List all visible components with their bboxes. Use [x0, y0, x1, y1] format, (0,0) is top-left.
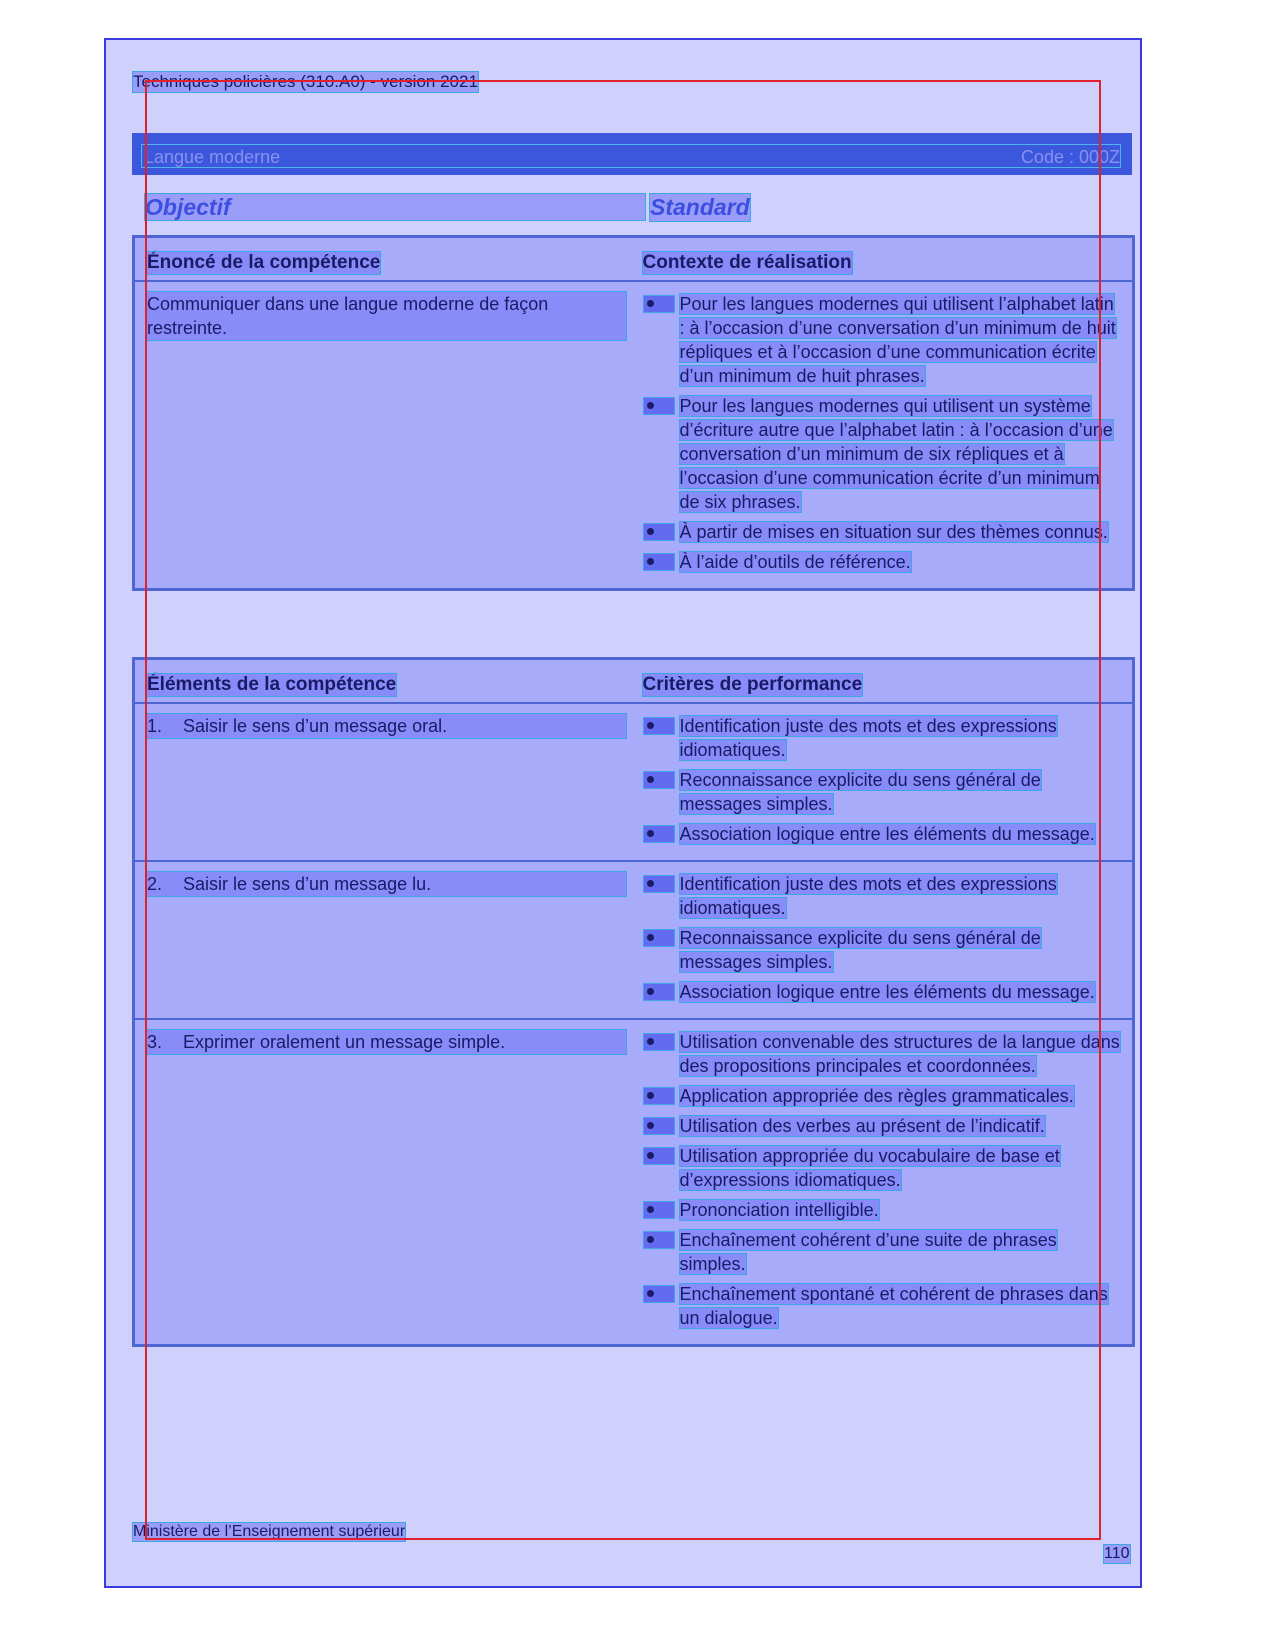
element-item — [147, 1030, 626, 1054]
element-number: 1. — [147, 716, 163, 736]
bullet-text: Identification juste des mots et des expressions idiomatiques. — [679, 716, 1057, 760]
bullet-item — [644, 1084, 1121, 1108]
bullet-item — [644, 1030, 1121, 1078]
bullet-icon — [644, 1232, 674, 1248]
standard-label-box — [650, 194, 750, 221]
element-text: Saisir le sens d’un message lu. — [183, 874, 432, 894]
objectif-label-box — [145, 194, 645, 220]
objectif-label: Objectif — [145, 194, 231, 220]
element-text: Saisir le sens d’un message oral. — [183, 716, 448, 736]
bullet-item — [644, 872, 1121, 920]
bullet-text: À l’aide d’outils de référence. — [679, 552, 911, 572]
bullet-icon — [644, 1202, 674, 1218]
bullet-item — [644, 980, 1121, 1004]
bullet-text: Enchaînement spontané et cohérent de phrases dans un dialogue. — [679, 1284, 1108, 1328]
element-number: 3. — [147, 1032, 163, 1052]
bullet-item — [644, 714, 1121, 762]
bullet-text: Association logique entre les éléments du message. — [679, 982, 1095, 1002]
bullet-icon — [644, 1118, 674, 1134]
standard-label: Standard — [650, 194, 750, 220]
element-row — [134, 861, 1134, 1019]
bullet-icon — [644, 876, 674, 892]
bullet-icon — [644, 1148, 674, 1164]
bullet-icon — [644, 984, 674, 1000]
course-title: Langue moderne — [144, 147, 281, 167]
element-number: 2. — [147, 874, 163, 894]
bullet-item — [644, 768, 1121, 816]
course-title-box — [142, 145, 1120, 167]
criteria-heading: Critères de performance — [642, 674, 863, 695]
bullet-icon — [644, 1286, 674, 1302]
bullet-icon — [644, 826, 674, 842]
bullet-item — [644, 292, 1121, 388]
bullet-item — [644, 1228, 1121, 1276]
criteria-list — [644, 714, 1121, 846]
course-code: Code : 000Z — [1020, 147, 1120, 167]
context-heading: Contexte de réalisation — [642, 252, 852, 273]
bullet-icon — [644, 554, 674, 570]
criteria-list — [644, 1030, 1121, 1330]
bullet-icon — [644, 772, 674, 788]
course-title-bar — [132, 133, 1132, 175]
bullet-text: Association logique entre les éléments du message. — [679, 824, 1095, 844]
bullet-text: Identification juste des mots et des expressions idiomatiques. — [679, 874, 1057, 918]
bullet-text: Utilisation convenable des structures de la langue dans des propositions principales et coordonnées. — [679, 1032, 1120, 1076]
bullet-text: Utilisation appropriée du vocabulaire de base et d’expressions idiomatiques. — [679, 1146, 1060, 1190]
elements-table — [132, 657, 1135, 1347]
competence-heading: Énoncé de la compétence — [147, 252, 381, 273]
bullet-text: Reconnaissance explicite du sens général de messages simples. — [679, 770, 1041, 814]
element-row — [134, 703, 1134, 861]
bullet-icon — [644, 1088, 674, 1104]
bullet-icon — [644, 524, 674, 540]
element-item — [147, 872, 626, 896]
bullet-item — [644, 394, 1121, 514]
bullet-icon — [644, 1034, 674, 1050]
bullet-item — [644, 1282, 1121, 1330]
element-text: Exprimer oralement un message simple. — [183, 1032, 506, 1052]
competence-statement: Communiquer dans une langue moderne de façon restreinte. — [147, 292, 626, 340]
page-number: 110 — [1104, 1545, 1130, 1562]
bullet-item — [644, 1144, 1121, 1192]
bullet-text: Application appropriée des règles grammaticales. — [679, 1086, 1074, 1106]
context-list — [644, 292, 1121, 574]
bullet-item — [644, 520, 1121, 544]
bullet-item — [644, 1198, 1121, 1222]
bullet-text: Reconnaissance explicite du sens général de messages simples. — [679, 928, 1041, 972]
bullet-text: Pour les langues modernes qui utilisent un système d’écriture autre que l’alphabet latin : à l’occasion d’une conversation d’un minimum de six répliques et à l’occasion d’une communication écrite d’un minimum de six phrases. — [679, 396, 1113, 512]
element-item — [147, 714, 626, 738]
competence-table — [132, 235, 1135, 591]
bullet-text: À partir de mises en situation sur des thèmes connus. — [679, 522, 1108, 542]
elements-heading: Éléments de la compétence — [147, 674, 397, 695]
criteria-list — [644, 872, 1121, 1004]
bullet-icon — [644, 398, 674, 414]
bullet-icon — [644, 718, 674, 734]
bullet-icon — [644, 296, 674, 312]
bullet-text: Enchaînement cohérent d’une suite de phrases simples. — [679, 1230, 1057, 1274]
bullet-item — [644, 1114, 1121, 1138]
program-header: Techniques policières (310.A0) - version 2021 — [133, 72, 478, 91]
bullet-item — [644, 926, 1121, 974]
element-row — [134, 1019, 1134, 1346]
bullet-item — [644, 550, 1121, 574]
bullet-text: Prononciation intelligible. — [679, 1200, 879, 1220]
bullet-text: Pour les langues modernes qui utilisent l’alphabet latin : à l’occasion d’une conversation d’un minimum de huit répliques et à l’occasion d’une communication écrite d’un minimum de huit phrases. — [679, 294, 1116, 386]
bullet-item — [644, 822, 1121, 846]
footer-ministry: Ministère de l’Enseignement supérieur — [133, 1523, 406, 1540]
bullet-text: Utilisation des verbes au présent de l’indicatif. — [679, 1116, 1045, 1136]
bullet-icon — [644, 930, 674, 946]
